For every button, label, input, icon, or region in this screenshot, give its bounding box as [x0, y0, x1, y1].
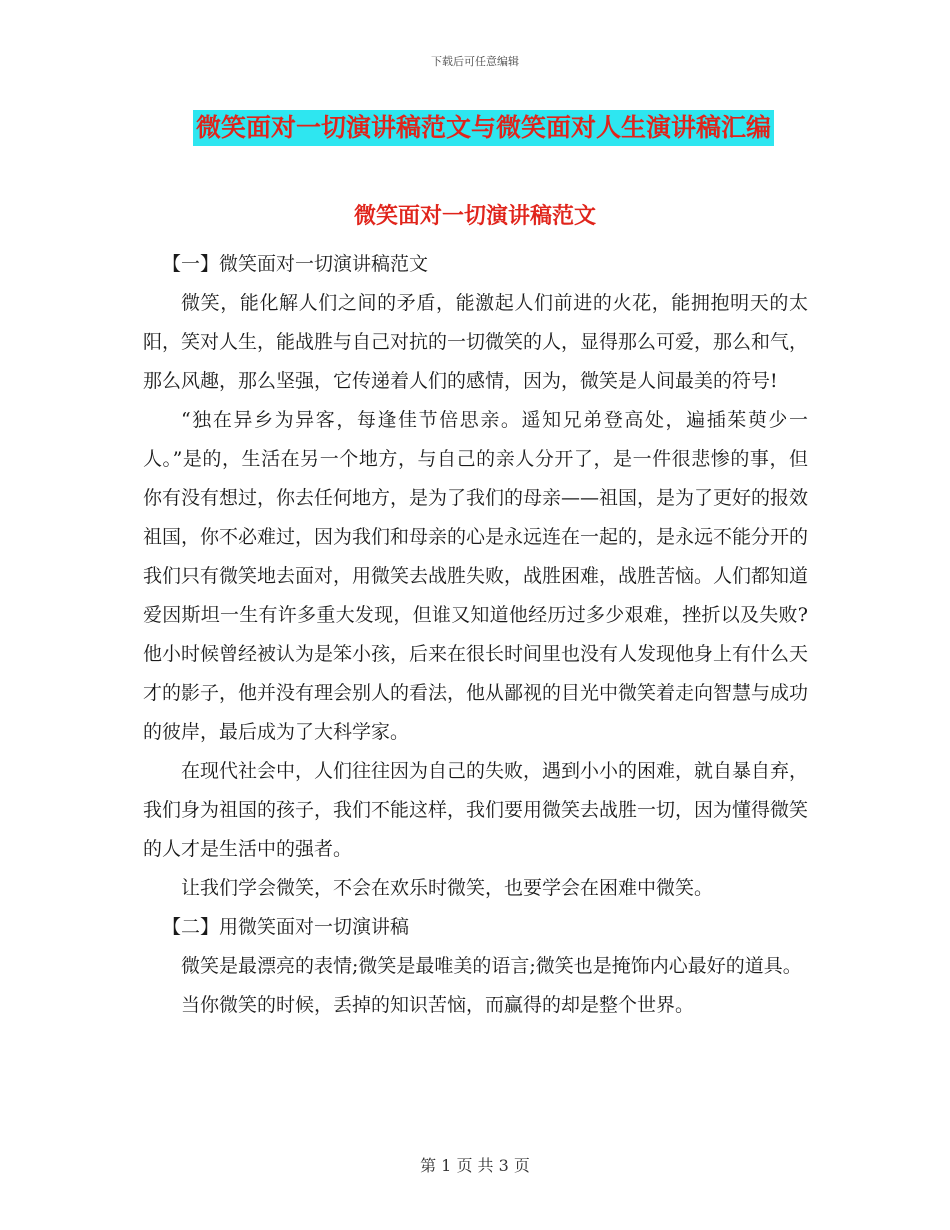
paragraph: 在现代社会中，人们往往因为自己的失败，遇到小小的困难，就自暴自弃，我们身为祖国的孩子，我们不能这样，我们要用微笑去战胜一切，因为懂得微笑的人才是生活中的强者。 [143, 760, 809, 860]
paragraph: 让我们学会微笑，不会在欢乐时微笑，也要学会在困难中微笑。 [181, 877, 714, 899]
header-note: 下载后可任意编辑 [431, 55, 519, 68]
document-body [143, 245, 808, 1025]
paragraph: 当你微笑的时候，丢掉的知识苦恼，而赢得的却是整个世界。 [181, 994, 695, 1016]
page-footer: 第 1 页 共 3 页 [420, 1156, 530, 1175]
subheading-one: 【一】微笑面对一切演讲稿范文 [162, 253, 429, 275]
paragraph: 微笑，能化解人们之间的矛盾，能激起人们前进的火花，能拥抱明天的太阳，笑对人生，能战胜与自己对抗的一切微笑的人，显得那么可爱，那么和气，那么风趣，那么坚强，它传递着人们的感情，因为，微笑是人间最美的符号! [143, 292, 809, 392]
section-title: 微笑面对一切演讲稿范文 [353, 203, 596, 229]
paragraph: “独在异乡为异客，每逢佳节倍思亲。遥知兄弟登高处，遍插茱萸少一人。”是的，生活在另一个地方，与自己的亲人分开了，是一件很悲惨的事，但你有没有想过，你去任何地方，是为了我们的母亲——祖国，是为了更好的报效祖国，你不必难过，因为我们和母亲的心是永远连在一起的，是永远不能分开的我们只有微笑地去面对，用微笑去战胜失败，战胜困难，战胜苦恼。人们都知道爱因斯坦一生有许多重大发现，但谁又知道他经历过多少艰难，挫折以及失败?他小时候曾经被认为是笨小孩，后来在很长时间里也没有人发现他身上有什么天才的影子，他并没有理会别人的看法，他从鄙视的目光中微笑着走向智慧与成功的彼岸，最后成为了大科学家。 [143, 409, 809, 743]
document-main-title: 微笑面对一切演讲稿范文与微笑面对人生演讲稿汇编 [193, 110, 774, 146]
subheading-two: 【二】用微笑面对一切演讲稿 [162, 916, 410, 938]
paragraph: 微笑是最漂亮的表情;微笑是最唯美的语言;微笑也是掩饰内心最好的道具。 [181, 955, 802, 977]
